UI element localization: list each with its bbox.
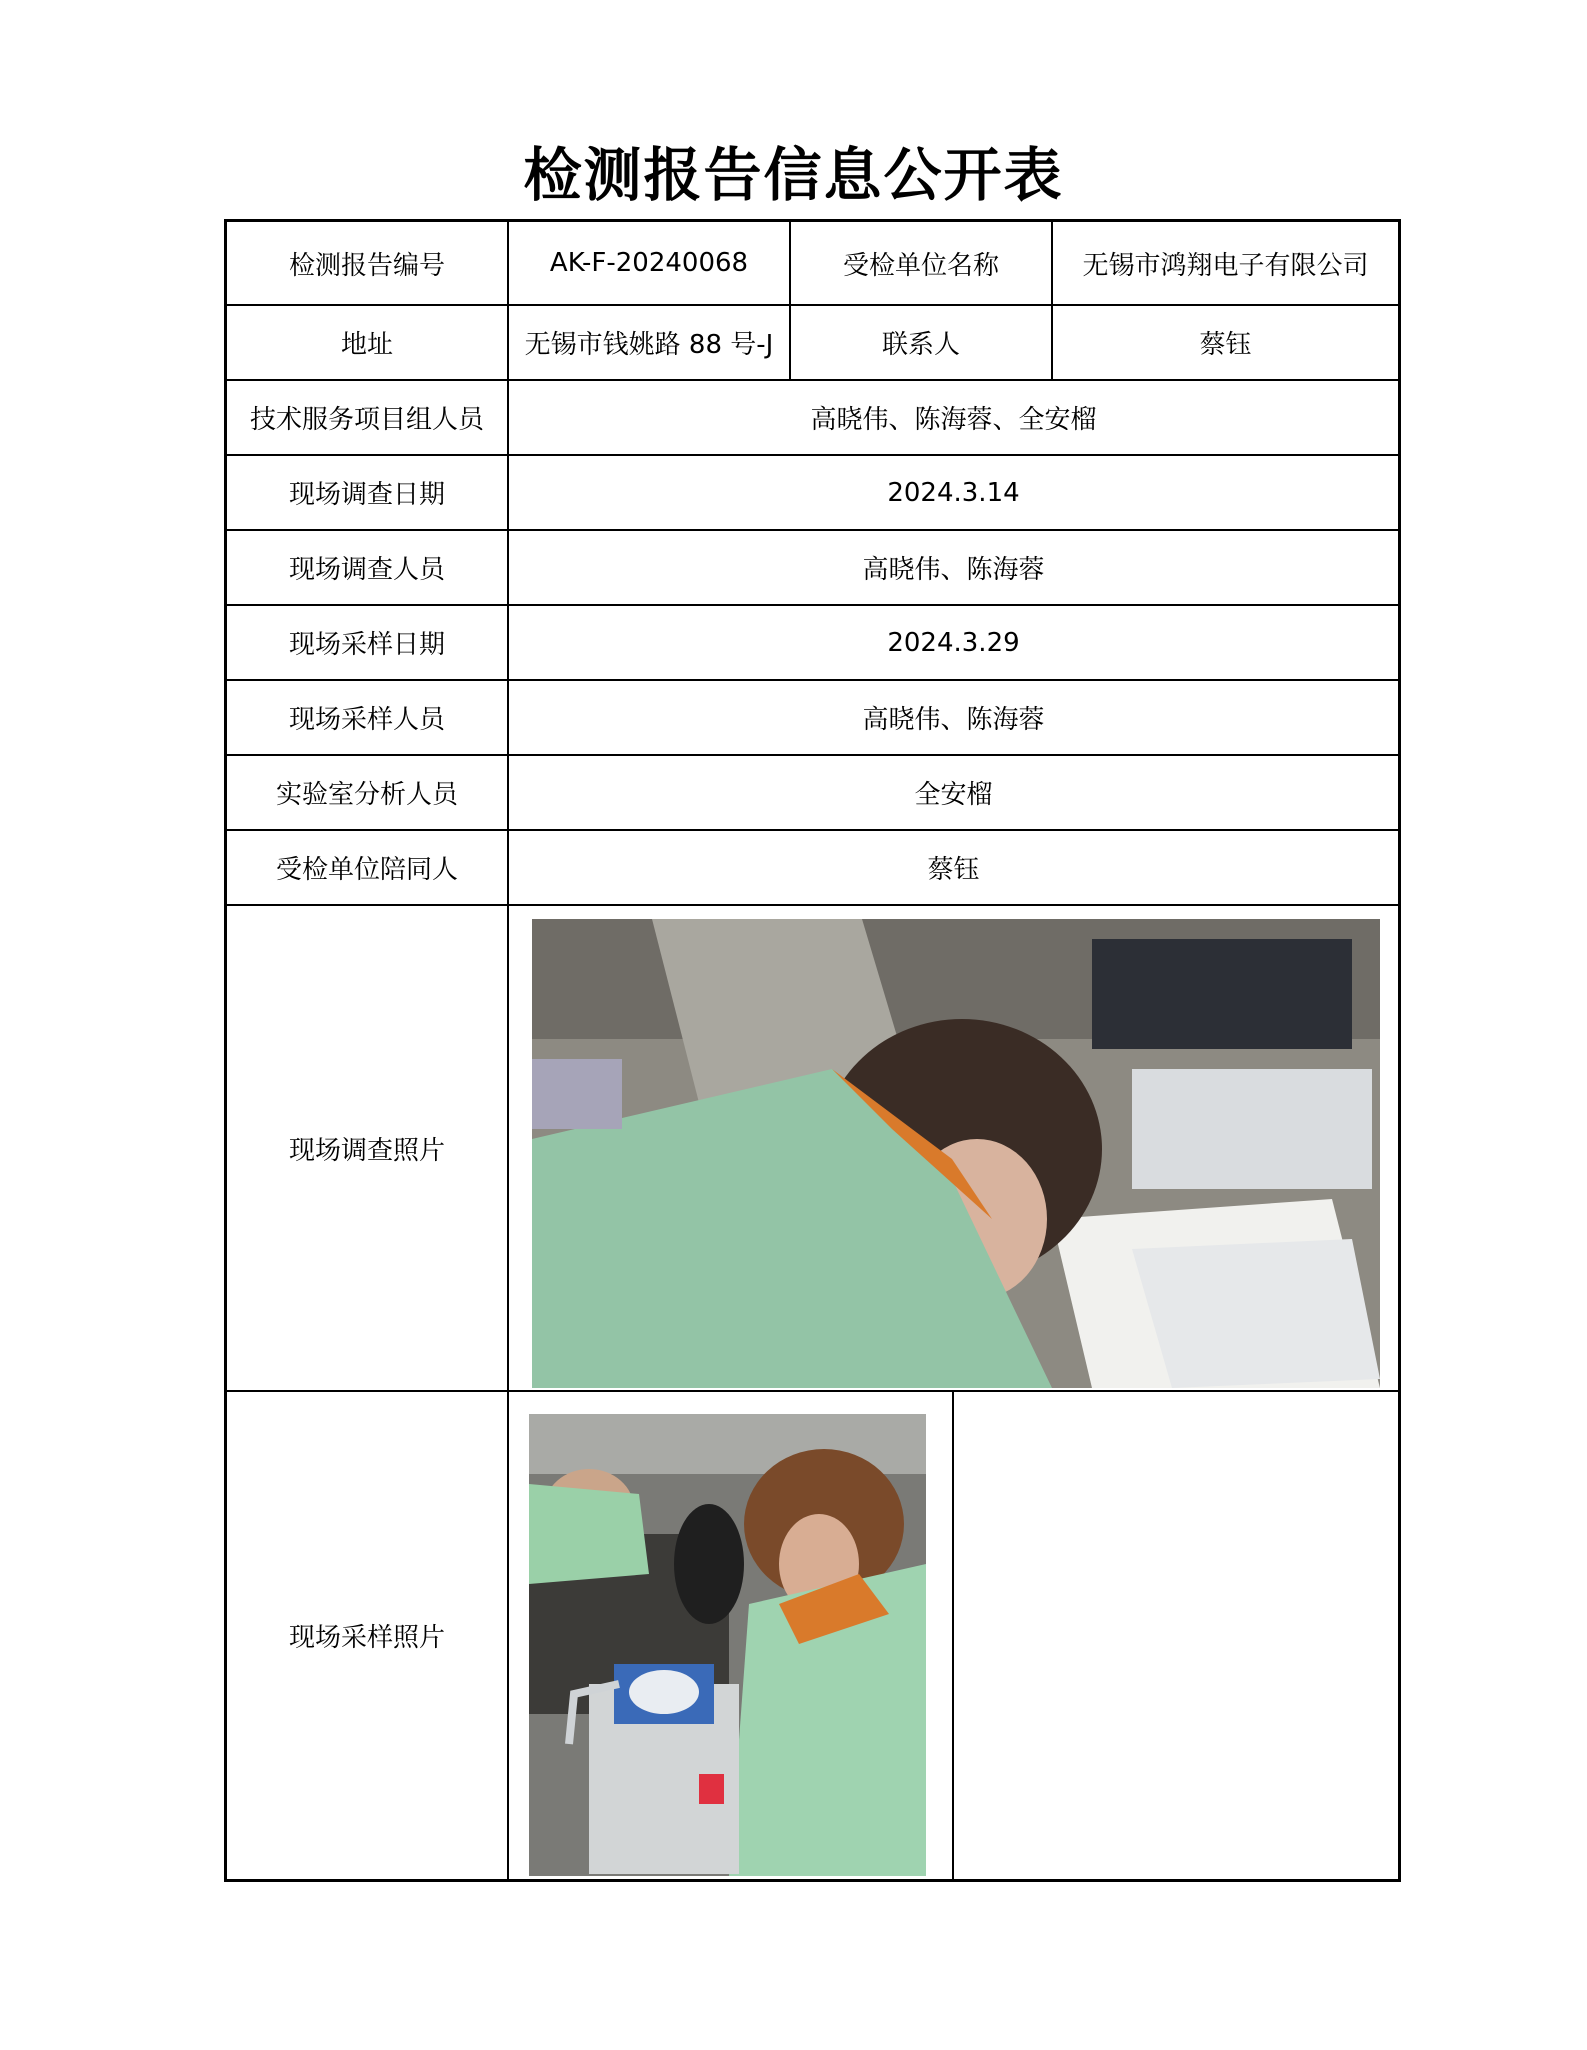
row-value: 蔡钰 [927,855,980,885]
address-value: 无锡市钱姚路 88 号-J [524,330,774,360]
row-value: 高晓伟、陈海蓉、全安榴 [810,405,1097,435]
row-label: 现场采样人员 [288,705,445,735]
sampling-photo [529,1414,926,1876]
inspected-unit-value: 无锡市鸿翔电子有限公司 [1082,250,1369,281]
row-value: 高晓伟、陈海蓉 [862,705,1045,735]
contact-value: 蔡钰 [1199,330,1252,360]
info-table [224,219,1401,1882]
address-label: 地址 [340,330,393,360]
page-title: 检测报告信息公开表 [523,141,1064,209]
row-value: 2024.3.14 [887,477,1020,508]
row-label: 技术服务项目组人员 [249,405,484,435]
report-number-value: AK-F-20240068 [549,248,749,278]
row-label: 实验室分析人员 [275,780,458,810]
row-label: 现场采样日期 [288,630,445,660]
row-value: 高晓伟、陈海蓉 [862,555,1045,585]
sampling-photo-label: 现场采样照片 [288,1623,445,1653]
inspected-unit-label: 受检单位名称 [842,250,999,281]
row-value: 2024.3.29 [887,627,1020,658]
row-label: 现场调查人员 [288,555,445,585]
contact-label: 联系人 [881,330,960,360]
row-label: 现场调查日期 [288,480,445,510]
row-value: 全安榴 [914,780,993,810]
survey-photo [532,919,1380,1388]
row-label: 受检单位陪同人 [275,855,458,885]
report-number-label: 检测报告编号 [288,250,445,281]
survey-photo-label: 现场调查照片 [288,1135,445,1166]
